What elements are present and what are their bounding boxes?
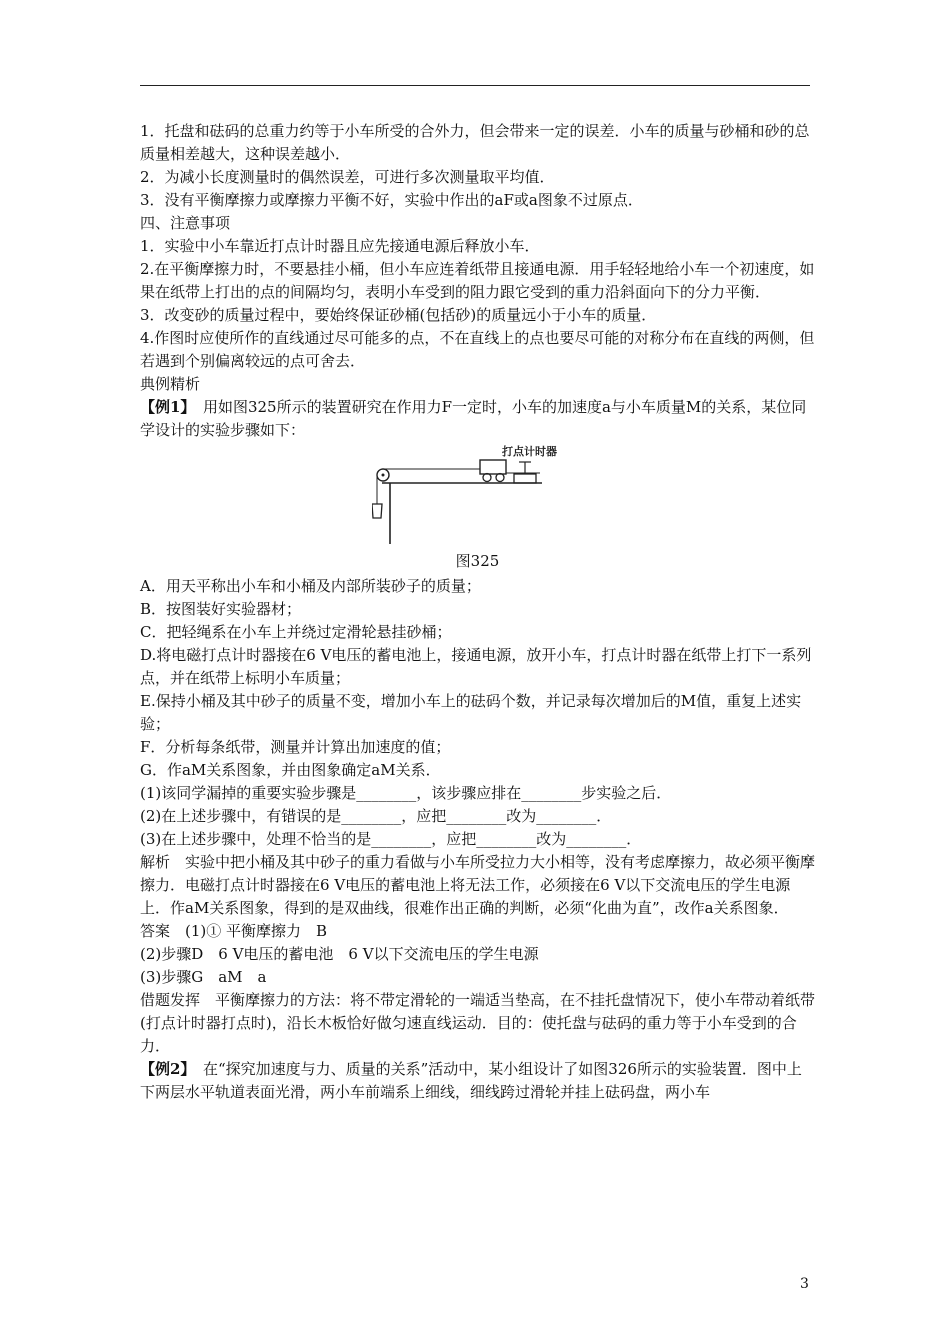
paragraph: 4.作图时应使所作的直线通过尽可能多的点，不在直线上的点也要尽可能的对称分布在直线的两侧，但若遇到个别偏离较远的点可舍去． (140, 329, 815, 370)
page-content (140, 120, 815, 1104)
example-2-text: 在“探究加速度与力、质量的关系”活动中，某小组设计了如图326所示的实验装置．图中上下两层水平轨道表面光滑，两小车前端系上细线，细线跨过滑轮并挂上砝码盘，两小车 (140, 1060, 802, 1101)
answer-1: 答案 (1)① 平衡摩擦力 B (140, 922, 328, 940)
cart-body (480, 460, 506, 474)
pulley-axle (382, 474, 385, 477)
figure-caption: 图325 (455, 552, 500, 570)
paragraph: 1．托盘和砝码的总重力约等于小车所受的合外力，但会带来一定的误差．小车的质量与砂桶和砂的总质量相差越大，这种误差越小． (140, 122, 810, 163)
answer-2: (2)步骤D 6 V电压的蓄电池 6 V以下交流电压的学生电源 (140, 945, 539, 963)
example-2-label: 【例2】 (140, 1060, 188, 1078)
step-b: B．按图装好实验器材； (140, 600, 302, 618)
header-rule (140, 85, 810, 86)
sand-bucket (372, 504, 382, 518)
example-1-paragraph (140, 396, 815, 442)
cart-wheel (483, 474, 491, 482)
section-heading: 四、注意事项 (140, 214, 231, 232)
question-1: (1)该同学漏掉的重要实验步骤是________，该步骤应排在________步实验之后． (140, 784, 672, 802)
section-heading: 典例精析 (140, 375, 201, 393)
paragraph: 2.在平衡摩擦力时，不要悬挂小桶，但小车应连着纸带且接通电源．用手轻轻地给小车一个初速度，如果在纸带上打出的点的间隔均匀，表明小车受到的阻力跟它受到的重力沿斜面向下的分力平衡． (140, 260, 815, 301)
example-1-text: 用如图325所示的装置研究在作用力F一定时，小车的加速度a与小车质量M的关系，某位同学设计的实验步骤如下： (140, 398, 807, 439)
step-f: F．分析每条纸带，测量并计算出加速度的值； (140, 738, 451, 756)
tip: 借题发挥 平衡摩擦力的方法：将不带定滑轮的一端适当垫高，在不挂托盘情况下，使小车带动着纸带(打点计时器打点时)，沿长木板恰好做匀速直线运动．目的：使托盘与砝码的重力等于小车受到的合力． (140, 991, 816, 1055)
question-2: (2)在上述步骤中，有错误的是________，应把________改为________． (140, 807, 612, 825)
step-c: C．把轻绳系在小车上并绕过定滑轮悬挂砂桶； (140, 623, 452, 641)
step-a: A．用天平称出小车和小桶及内部所装砂子的质量； (140, 577, 481, 595)
cart-wheel (496, 474, 504, 482)
timer-label: 打点计时器 (502, 445, 557, 458)
paragraph: 3．改变砂的质量过程中，要始终保证砂桶(包括砂)的质量远小于小车的质量． (140, 306, 657, 324)
paragraph: 2．为减小长度测量时的偶然误差，可进行多次测量取平均值． (140, 168, 555, 186)
paragraph: 3．没有平衡摩擦力或摩擦力平衡不好，实验中作出的aF或a图象不过原点． (140, 191, 643, 209)
question-3: (3)在上述步骤中，处理不恰当的是________，应把________改为________． (140, 830, 642, 848)
figure-325 (140, 444, 815, 546)
step-g: G．作aM关系图象，并由图象确定aM关系． (140, 761, 441, 779)
example-2-paragraph (140, 1058, 815, 1104)
ticker-timer (514, 474, 536, 483)
apparatus-diagram (372, 444, 592, 544)
analysis: 解析 实验中把小桶及其中砂子的重力看做与小车所受拉力大小相等，没有考虑摩擦力，故必须平衡摩擦力．电磁打点计时器接在6 V电压的蓄电池上将无法工作，必须接在6 V以下交流电压的学生电源上．作aM关系图象，得到的是双曲线，很难作出正确的判断，必须“化曲为直”，改作a关系图象． (140, 853, 816, 917)
step-e: E.保持小桶及其中砂子的质量不变，增加小车上的砝码个数，并记录每次增加后的M值，重复上述实验； (140, 692, 802, 733)
answer-3: (3)步骤G aM a (140, 968, 267, 986)
page-number: 3 (800, 1276, 809, 1292)
example-1-label: 【例1】 (140, 398, 188, 416)
step-d: D.将电磁打点计时器接在6 V电压的蓄电池上，接通电源，放开小车，打点计时器在纸带上打下一系列点，并在纸带上标明小车质量； (140, 646, 812, 687)
paragraph: 1．实验中小车靠近打点计时器且应先接通电源后释放小车． (140, 237, 540, 255)
